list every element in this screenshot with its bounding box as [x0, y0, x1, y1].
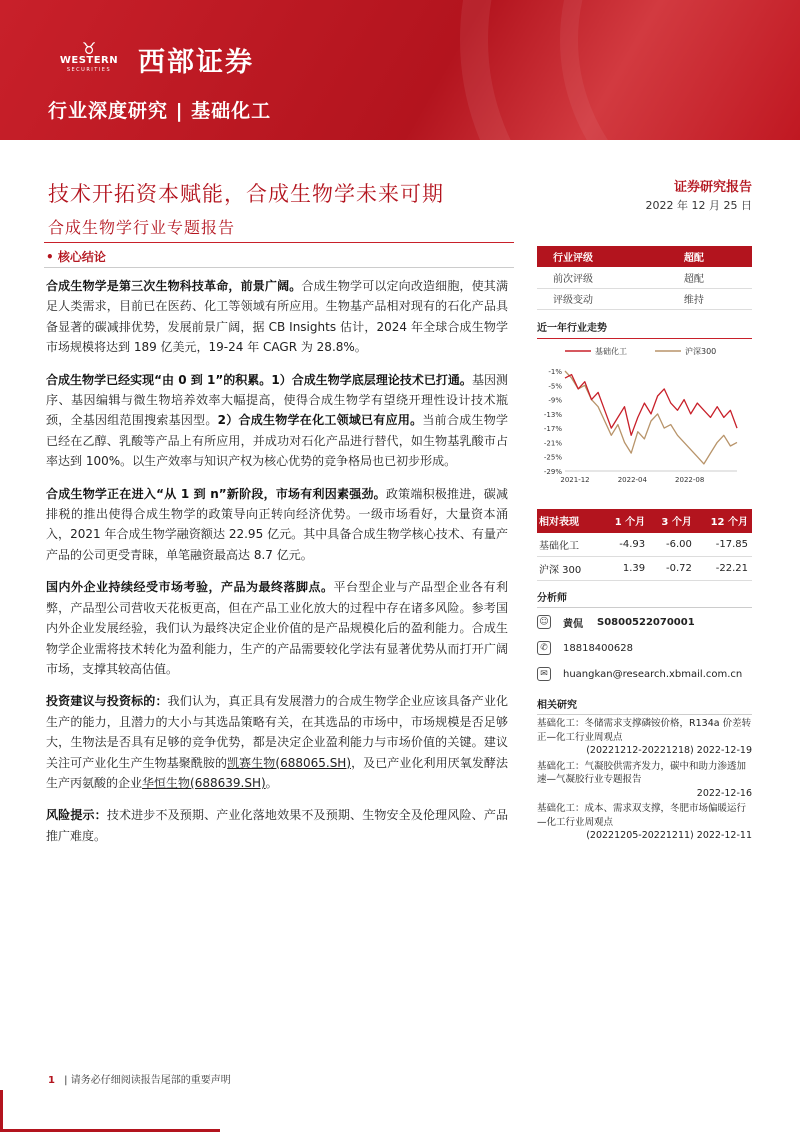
paragraph-text: 平台型企业与产品型企业各有利弊，产品型公司营收天花板更高，但在产品工业化放大的过程中存在诸多风险。参考国内外企业发展经验，我们认为最终决定企业价值的是产品规模化后的盈利能力。合成生物学企业需将技术转化为盈利能力，生产的产品需要较化学法有显著优势从而打开广阔市场，支撑其较高估值。 — [46, 580, 508, 676]
trend-chart — [537, 343, 752, 493]
series-line — [565, 374, 737, 435]
paragraph-text: 政策端积极推进，碳减排税的推出使得合成生物学的政策导向正转向经济优势。一级市场看好，大量资本涌入，2021 年合成生物学融资额达 22.95 亿元。其中具备合成生物学核心技术、有量产产品的公司更受青睐，单笔融资最高达 8.7 亿元。 — [46, 486, 508, 562]
analyst-certificate-code: S0800522070001 — [597, 616, 695, 628]
related-item-date: (20221205-20221211) 2022-12-11 — [586, 830, 752, 841]
banner-decoration — [560, 0, 800, 140]
page-number: 1 — [48, 1075, 55, 1086]
paragraph — [46, 484, 508, 566]
stock-link-kaisai[interactable]: 凯赛生物(688065.SH) — [227, 755, 352, 770]
x-tick-label: 2021-12 — [560, 475, 590, 484]
table-cell: -0.72 — [649, 557, 696, 581]
header-banner — [0, 0, 800, 140]
y-tick-label: -29% — [543, 467, 562, 476]
paragraph-text: 技术进步不及预期、产业化落地效果不及预期、生物安全及伦理风险、产品推广难度。 — [46, 808, 508, 843]
x-tick-label: 2022-08 — [675, 475, 705, 484]
company-name: 西部证券 — [138, 47, 254, 78]
company-logo — [50, 40, 254, 79]
report-subtitle: 合成生物学行业专题报告 — [48, 218, 236, 237]
analyst-phone: 18818400628 — [563, 642, 633, 654]
paragraph — [46, 577, 508, 679]
table-row — [537, 533, 752, 557]
paragraph-text: 我们认为，真正具有发展潜力的合成生物学企业应该具备产业化生产的能力，且潜力的大小与其选品策略有关，在其选品的市场中，市场规模是否足够大，生物法是否具有足够的竞争优势，都是决定企业盈利能力与市场价值的关键。建议关注可产业化生产生物基聚酰胺的 — [46, 694, 508, 770]
paragraph-lead: 国内外企业持续经受市场考验，产品为最终落脚点。 — [46, 580, 334, 595]
page-footer — [48, 1071, 231, 1086]
table-cell: 前次评级 — [537, 267, 668, 288]
divider — [44, 267, 514, 268]
related-item-date: 2022-12-16 — [696, 787, 752, 799]
table-cell: -4.93 — [602, 533, 649, 557]
table-cell: 基础化工 — [537, 533, 602, 557]
trend-chart-title: 近一年行业走势 — [537, 319, 752, 339]
report-type: 证券研究报告 — [673, 180, 752, 195]
table-row — [537, 267, 752, 288]
table-cell: 行业评级 — [537, 246, 668, 267]
y-tick-label: -25% — [543, 453, 562, 462]
performance-table — [537, 509, 752, 582]
related-item-title: 基础化工：成本、需求双支撑，冬肥市场偏暖运行—化工行业周观点 — [537, 803, 747, 828]
logo-wordmark: WESTERN — [59, 54, 119, 66]
report-date: 2022 年 12 月 25 日 — [645, 199, 752, 212]
table-cell: 12 个月 — [696, 509, 752, 533]
legend-label: 沪深300 — [685, 346, 717, 356]
table-cell: 评级变动 — [537, 288, 668, 309]
table-cell: 维持 — [668, 288, 752, 309]
related-research-heading: 相关研究 — [537, 696, 752, 715]
paragraph-lead: 2）合成生物学在化工领域已有应用。 — [217, 413, 423, 428]
paragraph-lead: 投资建议与投资标的： — [46, 694, 168, 709]
paragraph — [46, 691, 508, 793]
paragraph-text: 合成生物学可以定向改造细胞，使其满足人类需求，目前已在医药、化工等领域有所应用。生物基产品相对现有的石化产品具备显著的碳减排优势，发展前景广阔，据 CB Insights 估计，2024 年全球合成生物学市场规模将达到 189 亿美元，19-24 年 CAGR 为 28.8%。 — [46, 279, 508, 355]
paragraph-lead: 风险提示： — [46, 808, 107, 823]
paragraph — [46, 805, 508, 846]
divider — [44, 242, 514, 243]
y-tick-label: -5% — [548, 381, 562, 390]
table-cell: -17.85 — [696, 533, 752, 557]
table-cell: 3 个月 — [649, 509, 696, 533]
report-title: 技术开拓资本赋能，合成生物学未来可期 — [48, 182, 444, 206]
related-item-title: 基础化工：气凝胶供需齐发力，碳中和助力渗透加速—气凝胶行业专题报告 — [537, 760, 747, 785]
paragraph-lead: 合成生物学是第三次生物科技革命，前景广阔。 — [46, 279, 302, 293]
related-item-date: (20221212-20221218) 2022-12-19 — [586, 745, 752, 756]
analyst-name: 黄侃 — [563, 618, 583, 630]
x-tick-label: 2022-04 — [617, 475, 647, 484]
analyst-heading: 分析师 — [537, 589, 752, 608]
legend-label: 基础化工 — [595, 346, 627, 356]
core-conclusion-body — [46, 276, 508, 858]
stock-link-huaheng[interactable]: 华恒生物(688639.SH) — [142, 775, 266, 790]
phone-icon: ✆ — [537, 641, 551, 655]
y-tick-label: -1% — [548, 367, 562, 376]
related-item[interactable] — [537, 802, 752, 843]
table-cell: 1 个月 — [602, 509, 649, 533]
analyst-email-row — [537, 662, 752, 686]
disclaimer-note: | 请务必仔细阅读报告尾部的重要声明 — [64, 1075, 231, 1086]
related-item[interactable] — [537, 717, 752, 758]
paragraph — [46, 370, 508, 472]
paragraph-text: 基因测序、基因编辑与微生物培养效率大幅提高，使得合成生物学有望绕开理性设计技术瓶颈，全基因组范围搜索基因型。 — [46, 372, 508, 428]
person-icon: ☺ — [537, 615, 551, 629]
related-item-title: 基础化工：冬储需求支撑磷铵价格，R134a 价差转正—化工行业周观点 — [537, 718, 752, 743]
table-cell: 超配 — [668, 267, 752, 288]
table-cell: 超配 — [668, 246, 752, 267]
logo-horns: ♉ — [81, 38, 97, 58]
performance-header-row — [537, 509, 752, 533]
table-cell: 1.39 — [602, 557, 649, 581]
analyst-name-row — [537, 610, 752, 634]
report-category: 行业深度研究 | 基础化工 — [48, 100, 272, 122]
analyst-phone-row — [537, 636, 752, 660]
rating-header-row — [537, 246, 752, 267]
paragraph-text: 当前合成生物学已经在乙醇、乳酸等产品上有所应用，并成功对石化产品进行替代，如生物基乳酸市占率达到 100%。以生产效率与知识产权为核心优势的竞争格局也已初步形成。 — [46, 413, 508, 469]
rating-table — [537, 246, 752, 310]
paragraph-text: 。 — [265, 775, 278, 790]
related-item[interactable] — [537, 760, 752, 801]
analyst-email[interactable]: huangkan@research.xbmail.com.cn — [563, 668, 743, 680]
y-tick-label: -9% — [548, 396, 562, 405]
sidebar — [537, 246, 752, 843]
y-tick-label: -17% — [543, 424, 562, 433]
paragraph — [46, 276, 508, 358]
paragraph-text: ，及已产业化利用厌氧发酵法生产丙氨酸的企业 — [46, 755, 508, 790]
email-icon: ✉ — [537, 667, 551, 681]
table-cell: 相对表现 — [537, 509, 602, 533]
table-cell: -6.00 — [649, 533, 696, 557]
table-cell: -22.21 — [696, 557, 752, 581]
bull-logo-icon — [50, 38, 128, 77]
y-tick-label: -13% — [543, 410, 562, 419]
footer-corner-decoration — [0, 1090, 3, 1132]
trend-chart-svg — [537, 343, 752, 493]
paragraph-lead: 合成生物学正在进入“从 1 到 n”新阶段，市场有利因素强劲。 — [46, 486, 386, 501]
table-cell: 沪深 300 — [537, 557, 602, 581]
table-row — [537, 288, 752, 309]
table-row — [537, 557, 752, 581]
logo-subtext: SECURITIES — [66, 66, 112, 73]
y-tick-label: -21% — [543, 438, 562, 447]
core-conclusion-heading: • 核心结论 — [46, 250, 106, 264]
paragraph-lead: 合成生物学已经实现“由 0 到 1”的积累。1）合成生物学底层理论技术已打通。 — [46, 372, 472, 387]
